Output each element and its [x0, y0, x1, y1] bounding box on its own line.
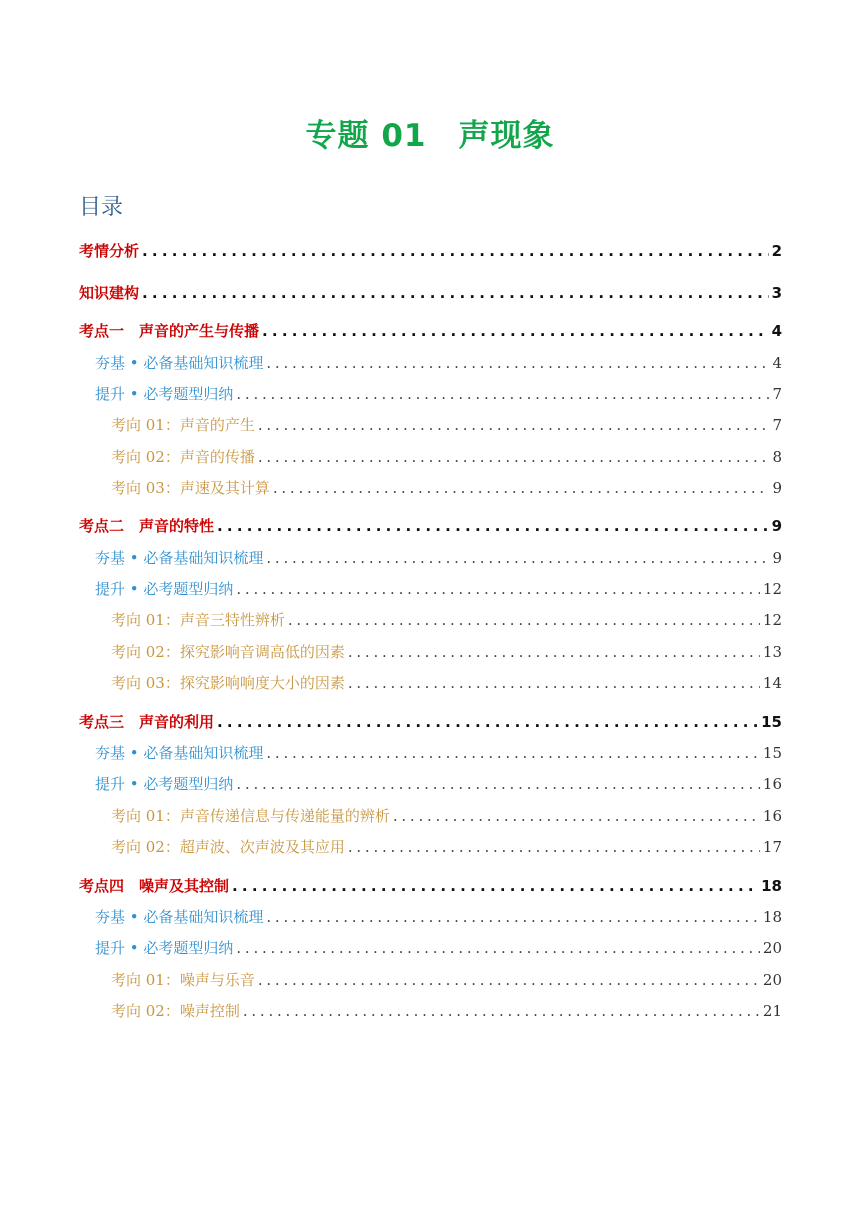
- toc-entry-level-3[interactable]: [111, 969, 782, 990]
- toc-entry-page-number: 15: [762, 744, 782, 762]
- toc-entry-page-number: 9: [772, 549, 782, 567]
- toc-entry-level-3[interactable]: [111, 1000, 782, 1021]
- toc-entry-page-number: 15: [761, 713, 782, 731]
- toc-entry-level-1[interactable]: [79, 875, 782, 896]
- toc-entry-title: 考向 01：声音的产生: [111, 416, 255, 434]
- toc-entry-level-3[interactable]: [111, 414, 782, 435]
- toc-entry-title: 提升 • 必考题型归纳: [95, 385, 234, 403]
- toc-entry-level-2[interactable]: [95, 906, 782, 927]
- toc-leader-dots: [262, 322, 769, 340]
- toc-leader-dots: [142, 242, 769, 260]
- toc-entry-title: 考向 03：声速及其计算: [111, 479, 270, 497]
- toc-entry-level-3[interactable]: [111, 641, 782, 662]
- toc-entry-level-3[interactable]: [111, 836, 782, 857]
- toc-entry-title: 夯基 • 必备基础知识梳理: [95, 744, 264, 762]
- toc-entry-level-2[interactable]: [95, 383, 782, 404]
- toc-entry-level-2[interactable]: [95, 578, 782, 599]
- toc-entry-page-number: 16: [762, 807, 782, 825]
- toc-entry-title: 考点一 声音的产生与传播: [79, 322, 260, 340]
- toc-entry-page-number: 13: [762, 643, 782, 661]
- toc-entry-title: 考点四 噪声及其控制: [79, 877, 230, 895]
- toc-leader-dots: [348, 838, 760, 856]
- toc-leader-dots: [236, 580, 760, 598]
- toc-entry-title: 考向 01：噪声与乐音: [111, 971, 255, 989]
- toc-entry-page-number: 3: [771, 284, 782, 302]
- toc-entry-level-3[interactable]: [111, 805, 782, 826]
- toc-entry-page-number: 7: [772, 385, 782, 403]
- toc-leader-dots: [258, 971, 760, 989]
- toc-entry-page-number: 18: [762, 908, 782, 926]
- toc-entry-level-3[interactable]: [111, 446, 782, 467]
- toc-leader-dots: [236, 385, 769, 403]
- toc-entry-level-1[interactable]: [79, 282, 782, 303]
- toc-entry-level-3[interactable]: [111, 609, 782, 630]
- toc-entry-title: 考点二 声音的特性: [79, 517, 215, 535]
- toc-entry-page-number: 8: [772, 448, 782, 466]
- toc-entry-title: 考向 02：探究影响音调高低的因素: [111, 643, 345, 661]
- toc-entry-page-number: 12: [762, 580, 782, 598]
- toc-entry-title: 考向 01：声音三特性辨析: [111, 611, 285, 629]
- toc-leader-dots: [266, 908, 760, 926]
- toc-entry-page-number: 2: [771, 242, 782, 260]
- toc-entry-title: 考情分析: [79, 242, 140, 260]
- toc-entry-title: 夯基 • 必备基础知识梳理: [95, 549, 264, 567]
- toc-leader-dots: [217, 713, 758, 731]
- toc-entry-title: 夯基 • 必备基础知识梳理: [95, 908, 264, 926]
- toc-leader-dots: [232, 877, 758, 895]
- toc-leader-dots: [273, 479, 770, 497]
- toc-entry-title: 考向 02：噪声控制: [111, 1002, 240, 1020]
- toc-leader-dots: [288, 611, 760, 629]
- toc-entry-title: 考向 01：声音传递信息与传递能量的辨析: [111, 807, 390, 825]
- toc-leader-dots: [266, 354, 769, 372]
- toc-entry-level-1[interactable]: [79, 320, 782, 341]
- toc-entry-page-number: 9: [772, 479, 782, 497]
- toc-leader-dots: [258, 416, 770, 434]
- toc-heading: 目录: [79, 195, 124, 220]
- toc-entry-level-2[interactable]: [95, 937, 782, 958]
- toc-entry-title: 考向 03：探究影响响度大小的因素: [111, 674, 345, 692]
- toc-entry-page-number: 7: [772, 416, 782, 434]
- toc-entry-title: 考向 02：超声波、次声波及其应用: [111, 838, 345, 856]
- toc-entry-title: 提升 • 必考题型归纳: [95, 775, 234, 793]
- toc-entry-title: 知识建构: [79, 284, 140, 302]
- toc-entry-page-number: 14: [762, 674, 782, 692]
- toc-entry-level-3[interactable]: [111, 477, 782, 498]
- toc-entry-level-2[interactable]: [95, 742, 782, 763]
- toc-entry-level-1[interactable]: [79, 240, 782, 261]
- toc-entry-page-number: 9: [771, 517, 782, 535]
- toc-entry-page-number: 16: [762, 775, 782, 793]
- toc-entry-page-number: 12: [762, 611, 782, 629]
- toc-entry-page-number: 4: [772, 354, 782, 372]
- toc-entry-level-2[interactable]: [95, 352, 782, 373]
- toc-entry-title: 提升 • 必考题型归纳: [95, 580, 234, 598]
- toc-leader-dots: [348, 643, 760, 661]
- toc-leader-dots: [243, 1002, 760, 1020]
- toc-leader-dots: [142, 284, 769, 302]
- toc-entry-title: 考点三 声音的利用: [79, 713, 215, 731]
- toc-entry-level-2[interactable]: [95, 773, 782, 794]
- toc-entry-page-number: 18: [761, 877, 782, 895]
- toc-leader-dots: [217, 517, 769, 535]
- toc-entry-level-1[interactable]: [79, 711, 782, 732]
- toc-entry-page-number: 17: [762, 838, 782, 856]
- toc-leader-dots: [236, 939, 760, 957]
- toc-leader-dots: [393, 807, 760, 825]
- toc-leader-dots: [348, 674, 760, 692]
- toc-entry-level-2[interactable]: [95, 547, 782, 568]
- toc-leader-dots: [266, 549, 769, 567]
- page-title: 专题 01 声现象: [305, 118, 555, 154]
- toc-entry-page-number: 4: [771, 322, 782, 340]
- toc-entry-title: 提升 • 必考题型归纳: [95, 939, 234, 957]
- toc-entry-level-1[interactable]: [79, 515, 782, 536]
- toc-entry-title: 夯基 • 必备基础知识梳理: [95, 354, 264, 372]
- toc-leader-dots: [266, 744, 760, 762]
- toc-entry-title: 考向 02：声音的传播: [111, 448, 255, 466]
- toc-entry-page-number: 20: [762, 939, 782, 957]
- toc-entry-page-number: 20: [762, 971, 782, 989]
- toc-leader-dots: [236, 775, 760, 793]
- toc-leader-dots: [258, 448, 770, 466]
- toc-entry-page-number: 21: [762, 1002, 782, 1020]
- toc-entry-level-3[interactable]: [111, 672, 782, 693]
